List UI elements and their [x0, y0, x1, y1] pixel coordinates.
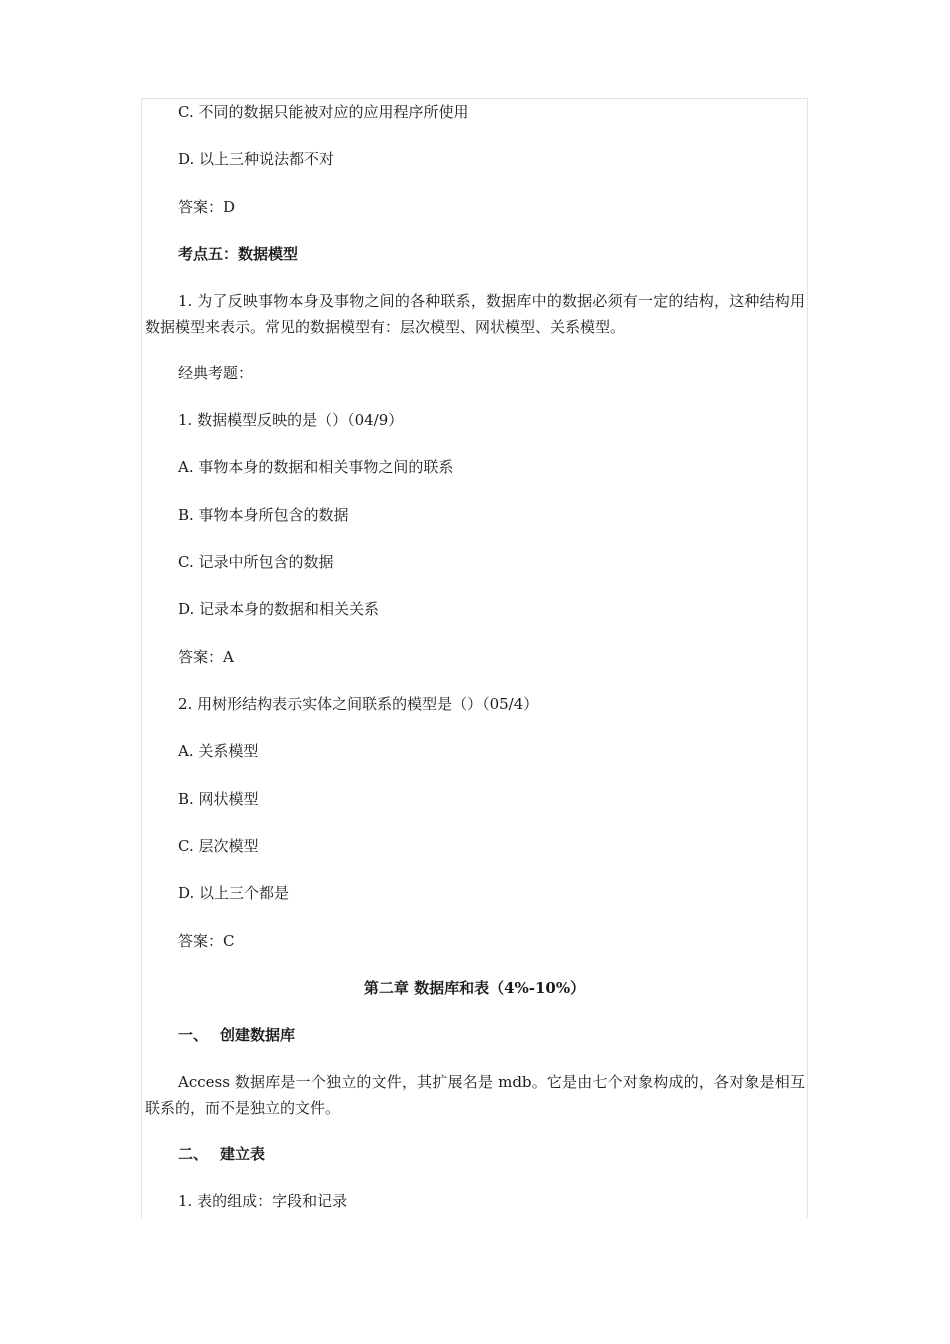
- heading-text: 创建数据库: [220, 1026, 296, 1044]
- heading-number: 二、: [178, 1145, 209, 1163]
- question-2: 2. 用树形结构表示实体之间联系的模型是（）（05/4）: [178, 695, 539, 713]
- question-2-answer: 答案：C: [178, 932, 235, 950]
- question-2-option-d: D. 以上三个都是: [178, 884, 290, 902]
- section-five-title: 考点五：数据模型: [178, 245, 299, 263]
- answer-previous: 答案：D: [178, 198, 236, 216]
- table-composition: 1. 表的组成：字段和记录: [178, 1192, 348, 1210]
- heading-create-table: [178, 1142, 265, 1166]
- heading-number: 一、: [178, 1026, 209, 1044]
- question-1-option-b: B. 事物本身所包含的数据: [178, 506, 349, 524]
- option-d-previous: D. 以上三种说法都不对: [178, 150, 335, 168]
- question-1: 1. 数据模型反映的是（）（04/9）: [178, 411, 404, 429]
- option-c-previous: C. 不同的数据只能被对应的应用程序所使用: [178, 103, 469, 121]
- question-2-option-b: B. 网状模型: [178, 790, 259, 808]
- question-1-answer: 答案：A: [178, 648, 234, 666]
- question-2-option-a: A. 关系模型: [178, 742, 259, 760]
- classic-questions-label: 经典考题：: [178, 364, 254, 382]
- chapter-two-title: 第二章 数据库和表（4%-10%）: [363, 979, 586, 997]
- data-model-paragraph: 1. 为了反映事物本身及事物之间的各种联系，数据库中的数据必须有一定的结构，这种结构用数据模型来表示。常见的数据模型有：层次模型、网状模型、关系模型。: [145, 292, 805, 336]
- question-1-option-d: D. 记录本身的数据和相关关系: [178, 600, 380, 618]
- question-1-option-a: A. 事物本身的数据和相关事物之间的联系: [178, 458, 454, 476]
- heading-text: 建立表: [220, 1145, 266, 1163]
- access-database-paragraph: Access 数据库是一个独立的文件，其扩展名是 mdb。它是由七个对象构成的，各对象是相互联系的，而不是独立的文件。: [145, 1073, 805, 1117]
- page-frame: [141, 98, 808, 1218]
- question-2-option-c: C. 层次模型: [178, 837, 259, 855]
- question-1-option-c: C. 记录中所包含的数据: [178, 553, 334, 571]
- heading-create-database: [178, 1023, 295, 1047]
